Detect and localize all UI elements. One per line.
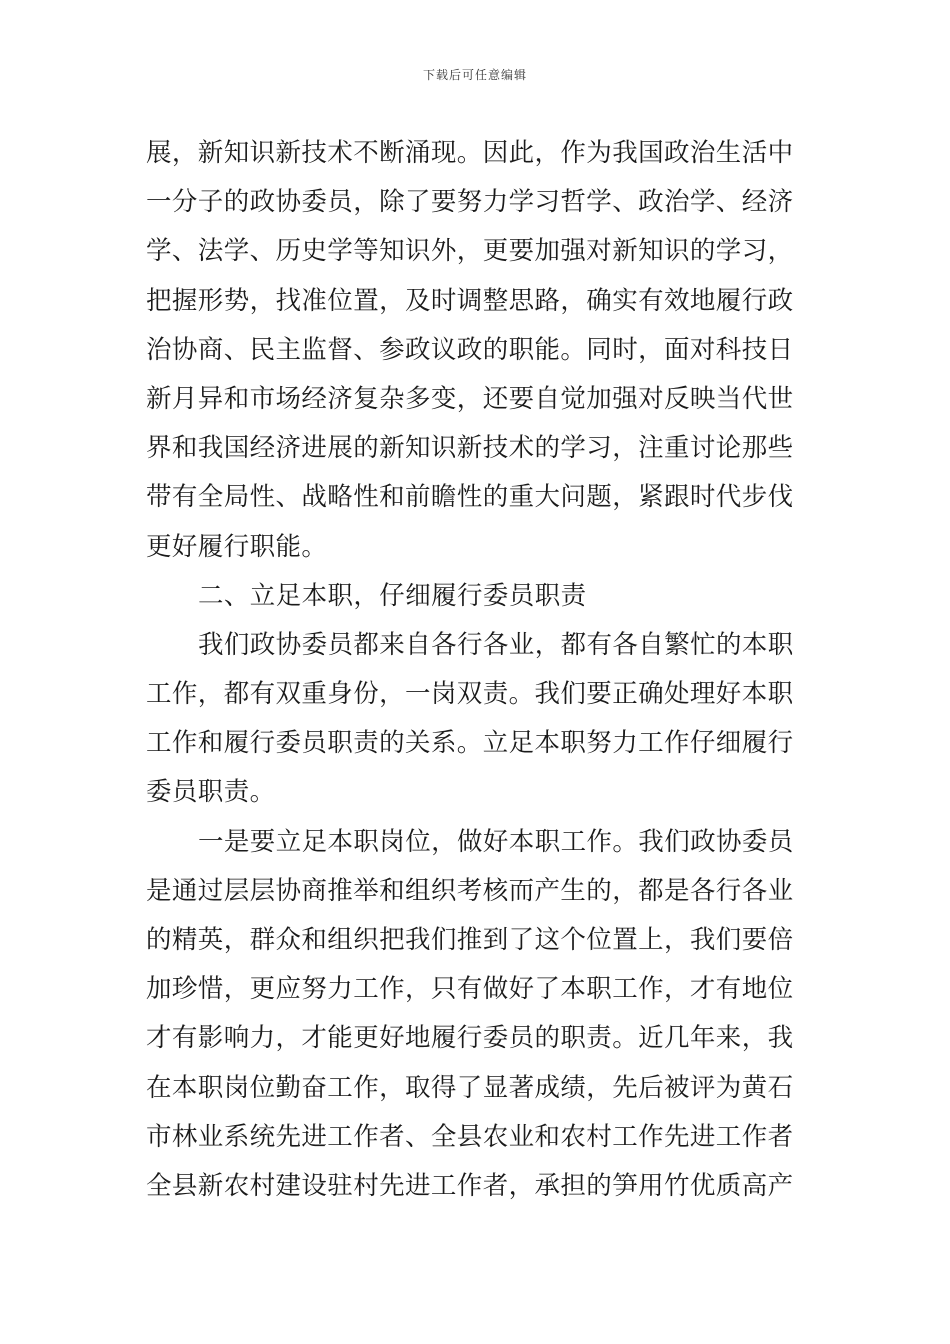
text-line: 是通过层层协商推举和组织考核而产生的，都是各行各业 — [146, 875, 794, 906]
text-line: 全县新农村建设驻村先进工作者，承担的笋用竹优质高产 — [146, 1170, 794, 1201]
text-line: 更好履行职能。 — [146, 531, 328, 562]
text-line: 工作和履行委员职责的关系。立足本职努力工作仔细履行 — [146, 728, 794, 759]
text-line: 委员职责。 — [146, 777, 276, 808]
text-line: 治协商、民主监督、参政议政的职能。同时，面对科技日 — [146, 334, 794, 365]
document-body — [146, 129, 816, 1211]
text-line: 一分子的政协委员，除了要努力学习哲学、政治学、经济 — [146, 187, 794, 218]
paragraph-start-line: 我们政协委员都来自各行各业，都有各自繁忙的本职 — [198, 629, 794, 660]
text-line: 界和我国经济进展的新知识新技术的学习，注重讨论那些 — [146, 433, 794, 464]
section-heading: 二、立足本职，仔细履行委员职责 — [198, 580, 587, 611]
text-line: 才有影响力，才能更好地履行委员的职责。近几年来，我 — [146, 1023, 794, 1054]
text-line: 市林业系统先进工作者、全县农业和农村工作先进工作者 — [146, 1121, 794, 1152]
page-header: 下载后可任意编辑 — [422, 68, 527, 82]
text-line: 展，新知识新技术不断涌现。因此，作为我国政治生活中 — [146, 138, 794, 168]
text-line: 新月异和市场经济复杂多变，还要自觉加强对反映当代世 — [146, 383, 794, 414]
text-line: 加珍惜，更应努力工作，只有做好了本职工作，才有地位 — [146, 974, 794, 1005]
text-line: 把握形势，找准位置，及时调整思路，确实有效地履行政 — [146, 285, 794, 316]
text-line: 带有全局性、战略性和前瞻性的重大问题，紧跟时代步伐 — [146, 482, 794, 513]
text-line: 在本职岗位勤奋工作，取得了显著成绩，先后被评为黄石 — [146, 1072, 794, 1103]
paragraph-start-line: 一是要立足本职岗位，做好本职工作。我们政协委员 — [198, 826, 794, 857]
text-line: 学、法学、历史学等知识外，更要加强对新知识的学习， — [146, 236, 794, 267]
text-line: 的精英，群众和组织把我们推到了这个位置上，我们要倍 — [146, 925, 794, 955]
text-line: 工作，都有双重身份，一岗双责。我们要正确处理好本职 — [146, 679, 794, 710]
